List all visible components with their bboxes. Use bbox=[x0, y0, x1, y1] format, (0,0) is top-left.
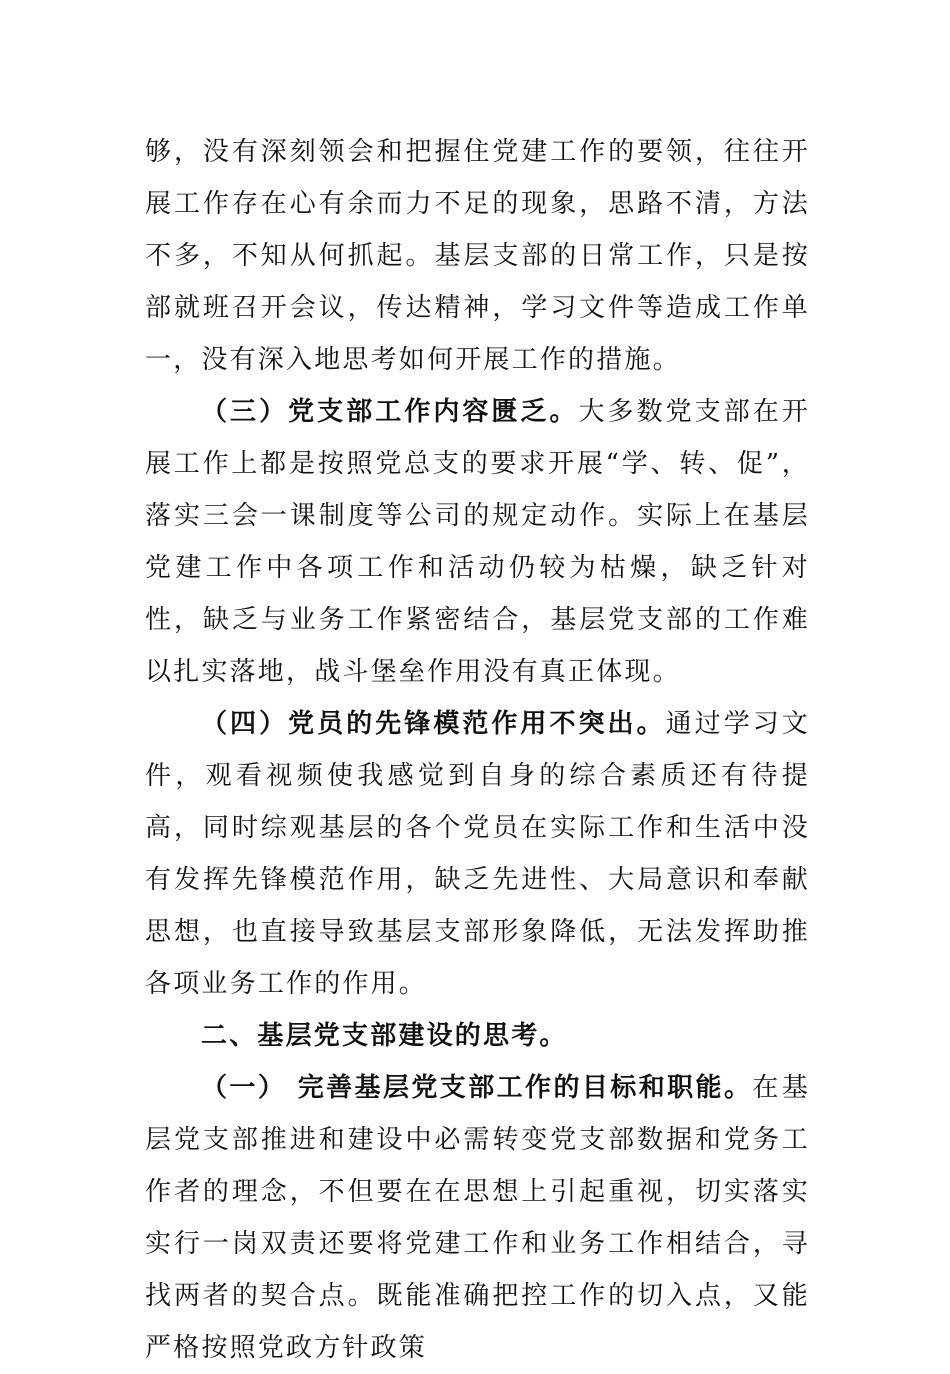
paragraph-heading: （一） 完善基层党支部工作的目标和职能。 bbox=[201, 1073, 753, 1103]
paragraph-heading: （四）党员的先锋模范作用不突出。 bbox=[201, 709, 666, 739]
paragraph-text: 大多数党支部在开展工作上都是按照党总支的要求开展“学、转、促”， 落实三会一课制度等公司的规定动作。实际上在基层党建工作中各项工作和活动仍较为枯燥，缺乏针对性，缺乏与业务工作紧密结合，基层党支部的工作难以扎实落地，战斗堡垒作用没有真正体现。 bbox=[145, 397, 810, 687]
paragraph-section-1 bbox=[145, 1062, 810, 1374]
paragraph-text: 通过学习文件，观看视频使我感觉到自身的综合素质还有待提高，同时综观基层的各个党员在实际工作和生活中没有发挥先锋模范作用，缺乏先进性、大局意识和奉献思想，也直接导致基层支部形象降低，无法发挥助推各项业务工作的作用。 bbox=[145, 709, 810, 999]
document-body bbox=[145, 126, 810, 1374]
paragraph-text: 够，没有深刻领会和把握住党建工作的要领，往往开展工作存在心有余而力不足的现象，思路不清，方法不多，不知从何抓起。基层支部的日常工作，只是按部就班召开会议，传达精神，学习文件等造成工作单一，没有深入地思考如何开展工作的措施。 bbox=[145, 137, 810, 375]
paragraph-heading: （三）党支部工作内容匮乏。 bbox=[201, 397, 579, 427]
paragraph-section-4 bbox=[145, 698, 810, 1010]
paragraph-section-3 bbox=[145, 386, 810, 698]
section-title: 二、基层党支部建设的思考。 bbox=[201, 1021, 568, 1051]
paragraph-text: 在基层党支部推进和建设中必需转变党支部数据和党务工作者的理念，不但要在在思想上引起重视，切实落实实行一岗双责还要将党建工作和业务工作相结合，寻找两者的契合点。既能准确把控工作的切入点，又能严格按照党政方针政策 bbox=[145, 1073, 810, 1363]
paragraph-continuation bbox=[145, 126, 810, 386]
